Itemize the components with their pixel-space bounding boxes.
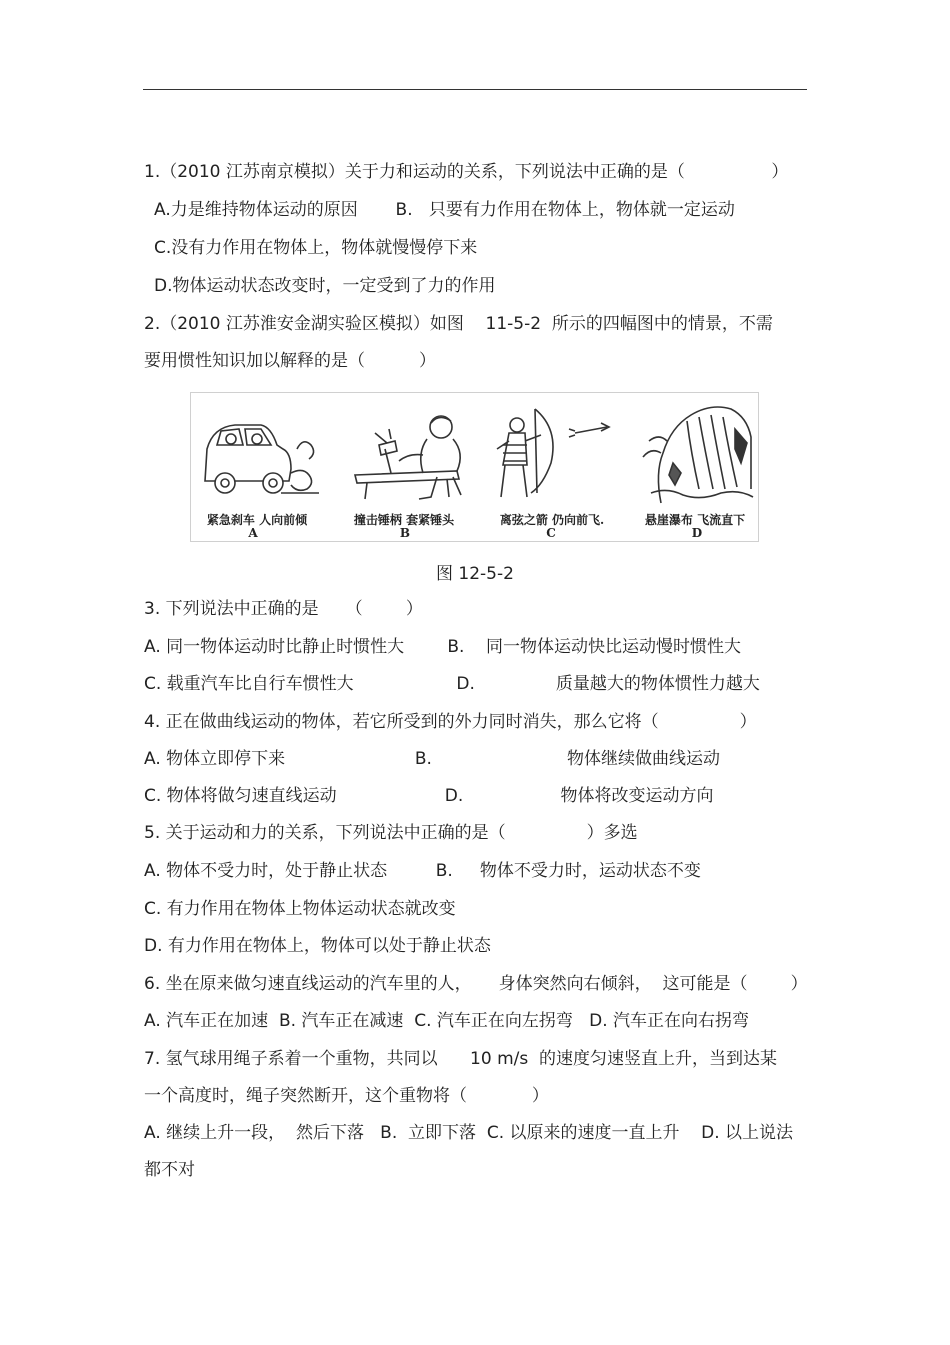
header-rule xyxy=(143,89,807,90)
q1-option-d: D.物体运动状态改变时，一定受到了力的作用 xyxy=(154,276,496,296)
q5-stem: 5. 关于运动和力的关系，下列说法中正确的是（ ）多选 xyxy=(144,823,638,843)
q6-stem: 6. 坐在原来做匀速直线运动的汽车里的人， 身体突然向右倾斜， 这可能是（ ） xyxy=(144,974,808,994)
q2-stem-line1: 2.（2010 江苏淮安金湖实验区模拟）如图 11-5-2 所示的四幅图中的情景，不需 xyxy=(144,314,773,334)
q2-stem-line2: 要用惯性知识加以解释的是（ ） xyxy=(144,351,437,371)
q4-options-a-b: A. 物体立即停下来 B. 物体继续做曲线运动 xyxy=(144,749,720,769)
panel-b-letter: B xyxy=(399,526,411,540)
inertia-figure xyxy=(190,392,759,542)
q1-option-c: C.没有力作用在物体上，物体就慢慢停下来 xyxy=(154,238,478,258)
panel-a-caption: 紧急刹车 人向前倾 xyxy=(206,513,308,527)
q5-options-a-b: A. 物体不受力时，处于静止状态 B. 物体不受力时，运动状态不变 xyxy=(144,861,701,881)
panel-b-hammer-illustration xyxy=(355,416,461,499)
q3-options-a-b: A. 同一物体运动时比静止时惯性大 B. 同一物体运动快比运动慢时惯性大 xyxy=(144,637,742,657)
panel-c-caption: 离弦之箭 仍向前飞. xyxy=(499,513,605,527)
q5-option-d: D. 有力作用在物体上，物体可以处于静止状态 xyxy=(144,936,491,956)
panel-d-waterfall-illustration xyxy=(643,407,753,503)
q4-options-c-d: C. 物体将做匀速直线运动 D. 物体将改变运动方向 xyxy=(144,786,714,806)
q3-stem: 3. 下列说法中正确的是 （ ） xyxy=(144,599,423,619)
panel-d-caption: 悬崖瀑布 飞流直下 xyxy=(644,513,746,527)
q7-stem-line2: 一个高度时，绳子突然断开，这个重物将（ ） xyxy=(144,1086,549,1106)
panel-a-letter: A xyxy=(248,526,258,540)
q7-stem-line1: 7. 氢气球用绳子系着一个重物，共同以 10 m/s 的速度匀速竖直上升，当到达某 xyxy=(144,1049,778,1069)
q7-options-line1: A. 继续上升一段， 然后下落 B. 立即下落 C. 以原来的速度一直上升 D. 以上说法 xyxy=(144,1123,794,1143)
q7-options-line2: 都不对 xyxy=(144,1160,195,1180)
q4-stem: 4. 正在做曲线运动的物体，若它所受到的外力同时消失，那么它将（ ） xyxy=(144,712,757,732)
panel-b-caption: 撞击锤柄 套紧锤头 xyxy=(353,513,455,527)
q3-options-c-d: C. 载重汽车比自行车惯性大 D. 质量越大的物体惯性力越大 xyxy=(144,674,760,694)
panel-a-car-illustration xyxy=(205,425,319,493)
q6-options: A. 汽车正在加速 B. 汽车正在减速 C. 汽车正在向左拐弯 D. 汽车正在向右拐弯 xyxy=(144,1011,750,1031)
figure-label: 图 12-5-2 xyxy=(436,564,514,584)
panel-d-letter: D xyxy=(691,526,703,540)
q1-stem: 1.（2010 江苏南京模拟）关于力和运动的关系，下列说法中正确的是（ ） xyxy=(144,162,789,182)
q5-option-c: C. 有力作用在物体上物体运动状态就改变 xyxy=(144,899,456,919)
panel-c-archer-illustration xyxy=(497,409,609,497)
q1-options-a-b: A.力是维持物体运动的原因 B. 只要有力作用在物体上，物体就一定运动 xyxy=(154,200,735,220)
panel-c-letter: C xyxy=(546,526,556,540)
